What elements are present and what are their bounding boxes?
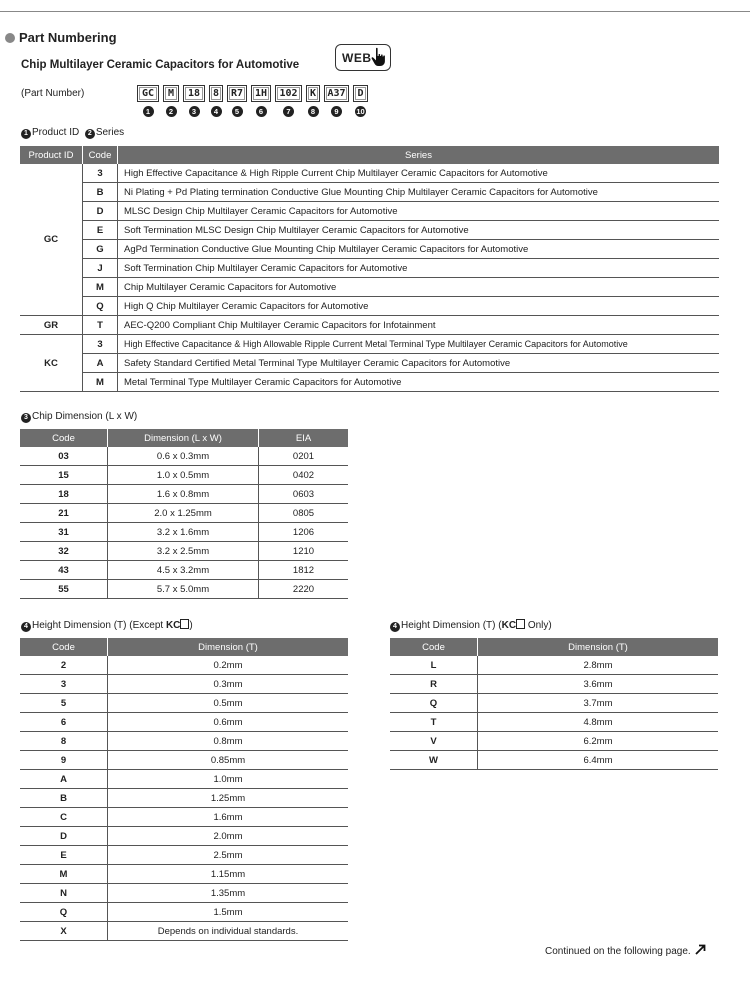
code-cell: 03 — [20, 447, 108, 466]
series-cell: AgPd Termination Conductive Glue Mounting Chip Multilayer Ceramic Capacitors for Automotive — [118, 240, 720, 259]
code-cell: 6 — [20, 713, 108, 732]
table-row — [20, 202, 719, 221]
code-cell: Q — [20, 903, 108, 922]
height-label-post: ) — [189, 620, 193, 631]
value-cell: 2.8mm — [478, 656, 719, 675]
index-badge: 1 — [21, 129, 31, 139]
part-number-index-badge: 3 — [189, 106, 200, 117]
code-cell: C — [20, 808, 108, 827]
value-cell: 1812 — [259, 561, 349, 580]
part-number-box: 102 — [275, 85, 302, 102]
series-cell: Metal Terminal Type Multilayer Ceramic Capacitors for Automotive — [118, 373, 720, 392]
table-row — [20, 542, 348, 561]
value-cell: 2.0mm — [108, 827, 349, 846]
column-header: Code — [83, 146, 118, 164]
part-number-box: D — [353, 85, 368, 102]
column-header: Series — [118, 146, 720, 164]
part-number-index-badge: 1 — [143, 106, 154, 117]
series-cell: High Q Chip Multilayer Ceramic Capacitors for Automotive — [118, 297, 720, 316]
series-cell: High Effective Capacitance & High Ripple Current Chip Multilayer Ceramic Capacitors for Automotive — [118, 164, 720, 183]
value-cell: 3.2 x 1.6mm — [108, 523, 259, 542]
code-cell: 21 — [20, 504, 108, 523]
code-cell: E — [20, 846, 108, 865]
table-row — [20, 466, 348, 485]
table-row — [20, 221, 719, 240]
column-header: Code — [20, 429, 108, 447]
column-header: EIA — [259, 429, 349, 447]
table-row — [390, 656, 718, 675]
part-number-box: GC — [137, 85, 159, 102]
value-cell: Depends on individual standards. — [108, 922, 349, 941]
code-cell: 3 — [83, 335, 118, 354]
value-cell: 1.25mm — [108, 789, 349, 808]
table-row — [390, 694, 718, 713]
value-cell: 6.2mm — [478, 732, 719, 751]
value-cell: 5.7 x 5.0mm — [108, 580, 259, 599]
value-cell: 6.4mm — [478, 751, 719, 770]
bullet-icon — [5, 33, 15, 43]
code-cell: V — [390, 732, 478, 751]
part-number-box: A37 — [324, 85, 349, 102]
table-row — [20, 485, 348, 504]
height-section-label-kc-only — [390, 619, 552, 632]
part-number-label: (Part Number) — [21, 88, 85, 99]
value-cell: 3.2 x 2.5mm — [108, 542, 259, 561]
table-row — [20, 846, 348, 865]
part-number-index-badge: 2 — [166, 106, 177, 117]
part-number-box: 18 — [183, 85, 205, 102]
table-row — [20, 732, 348, 751]
code-cell: W — [390, 751, 478, 770]
value-cell: 1.0 x 0.5mm — [108, 466, 259, 485]
part-number-index-badge: 5 — [232, 106, 243, 117]
column-header: Code — [390, 638, 478, 656]
product-id-cell: KC — [20, 335, 83, 392]
value-cell: 0.85mm — [108, 751, 349, 770]
table-row — [20, 675, 348, 694]
height-label-bold: KC — [165, 620, 181, 631]
part-number-index-badge: 8 — [308, 106, 319, 117]
code-cell: 31 — [20, 523, 108, 542]
table-row — [20, 789, 348, 808]
table-row — [20, 656, 348, 675]
value-cell: 1.0mm — [108, 770, 349, 789]
code-cell: A — [20, 770, 108, 789]
part-number-index-badge: 9 — [331, 106, 342, 117]
product-id-label: Product ID — [32, 127, 80, 138]
code-cell: G — [83, 240, 118, 259]
index-badge: 4 — [21, 622, 31, 632]
table-row — [20, 259, 719, 278]
table-row — [20, 504, 348, 523]
column-header: Dimension (T) — [108, 638, 349, 656]
part-number-box: 8 — [209, 85, 223, 102]
table-row — [20, 561, 348, 580]
code-cell: 8 — [20, 732, 108, 751]
part-number-index-badge: 10 — [356, 107, 365, 116]
value-cell: 3.6mm — [478, 675, 719, 694]
dimension-section-label — [21, 411, 137, 423]
table-row — [20, 316, 719, 335]
table-row — [20, 694, 348, 713]
dimension-table — [20, 429, 348, 599]
table-row — [20, 354, 719, 373]
height-label-post: Only) — [525, 620, 552, 631]
index-badge: 3 — [21, 413, 31, 423]
part-number-index-badge: 7 — [283, 106, 294, 117]
part-number-box: 1H — [251, 85, 271, 102]
product-id-cell: GR — [20, 316, 83, 335]
code-cell: 3 — [20, 675, 108, 694]
table-row — [20, 335, 719, 354]
table-row — [20, 713, 348, 732]
code-cell: 9 — [20, 751, 108, 770]
value-cell: 0402 — [259, 466, 349, 485]
value-cell: 2.0 x 1.25mm — [108, 504, 259, 523]
code-cell: L — [390, 656, 478, 675]
code-cell: T — [83, 316, 118, 335]
table-row — [20, 770, 348, 789]
code-cell: B — [20, 789, 108, 808]
code-cell: 2 — [20, 656, 108, 675]
value-cell: 1210 — [259, 542, 349, 561]
code-cell: B — [83, 183, 118, 202]
heading-text: Part Numbering — [19, 30, 117, 45]
column-header: Code — [20, 638, 108, 656]
height-table-kc-only — [390, 638, 718, 770]
code-cell: 32 — [20, 542, 108, 561]
height-label-pre: Height Dimension (T) (Except — [32, 620, 166, 631]
series-cell: Soft Termination Chip Multilayer Ceramic Capacitors for Automotive — [118, 259, 720, 278]
table-row — [20, 297, 719, 316]
code-cell: M — [20, 865, 108, 884]
column-header: Dimension (T) — [478, 638, 719, 656]
table-row — [390, 751, 718, 770]
series-cell: AEC-Q200 Compliant Chip Multilayer Ceramic Capacitors for Infotainment — [118, 316, 720, 335]
part-number-box: K — [306, 85, 320, 102]
table-row — [20, 827, 348, 846]
value-cell: 2.5mm — [108, 846, 349, 865]
product-id-cell: GC — [20, 164, 83, 316]
code-cell: M — [83, 278, 118, 297]
index-badge: 4 — [390, 622, 400, 632]
table-row — [390, 713, 718, 732]
code-cell: T — [390, 713, 478, 732]
footer-text: Continued on the following page. — [545, 946, 691, 957]
continued-footer[interactable] — [545, 944, 706, 957]
code-cell: R — [390, 675, 478, 694]
height-section-label-except-kc — [21, 619, 193, 632]
top-divider — [0, 11, 750, 12]
value-cell: 1.6mm — [108, 808, 349, 827]
code-cell: Q — [390, 694, 478, 713]
code-cell: 43 — [20, 561, 108, 580]
value-cell: 1.5mm — [108, 903, 349, 922]
value-cell: 0.6 x 0.3mm — [108, 447, 259, 466]
height-table-except-kc — [20, 638, 348, 941]
series-cell: Ni Plating + Pd Plating termination Conductive Glue Mounting Chip Multilayer Ceramic Capacitors for Automotive — [118, 183, 720, 202]
table-row — [390, 675, 718, 694]
value-cell: 0.6mm — [108, 713, 349, 732]
value-cell: 0.2mm — [108, 656, 349, 675]
web-button-label: WEB — [342, 50, 372, 65]
value-cell: 2220 — [259, 580, 349, 599]
code-cell: 55 — [20, 580, 108, 599]
column-header: Dimension (L x W) — [108, 429, 259, 447]
series-section-label — [21, 127, 124, 139]
series-cell: Safety Standard Certified Metal Terminal Type Multilayer Ceramic Capacitors for Automotive — [118, 354, 720, 373]
series-cell: MLSC Design Chip Multilayer Ceramic Capacitors for Automotive — [118, 202, 720, 221]
code-cell: 15 — [20, 466, 108, 485]
part-number-index-badge: 4 — [211, 106, 222, 117]
index-badge: 2 — [85, 129, 95, 139]
column-header: Product ID — [20, 146, 83, 164]
section-heading — [5, 30, 117, 45]
height-label-bold: KC — [501, 620, 517, 631]
arrow-up-right-icon — [695, 944, 706, 955]
code-cell: 5 — [20, 694, 108, 713]
value-cell: 0805 — [259, 504, 349, 523]
series-cell: Chip Multilayer Ceramic Capacitors for Automotive — [118, 278, 720, 297]
value-cell: 1.6 x 0.8mm — [108, 485, 259, 504]
code-cell: A — [83, 354, 118, 373]
web-button[interactable] — [335, 44, 391, 71]
value-cell: 4.5 x 3.2mm — [108, 561, 259, 580]
table-row — [20, 447, 348, 466]
value-cell: 0.3mm — [108, 675, 349, 694]
table-row — [20, 240, 719, 259]
value-cell: 1.35mm — [108, 884, 349, 903]
code-cell: M — [83, 373, 118, 392]
code-cell: D — [83, 202, 118, 221]
code-cell: N — [20, 884, 108, 903]
table-row — [20, 751, 348, 770]
checkbox-square-icon — [516, 619, 525, 629]
code-cell: Q — [83, 297, 118, 316]
table-row — [20, 903, 348, 922]
part-number-box: M — [163, 85, 179, 102]
value-cell: 0.5mm — [108, 694, 349, 713]
table-row — [20, 580, 348, 599]
value-cell: 0201 — [259, 447, 349, 466]
value-cell: 0603 — [259, 485, 349, 504]
pointing-hand-icon — [370, 47, 388, 67]
series-cell: Soft Termination MLSC Design Chip Multilayer Ceramic Capacitors for Automotive — [118, 221, 720, 240]
value-cell: 3.7mm — [478, 694, 719, 713]
series-table — [20, 146, 719, 392]
table-row — [20, 278, 719, 297]
table-row — [20, 164, 719, 183]
table-row — [390, 732, 718, 751]
code-cell: 3 — [83, 164, 118, 183]
value-cell: 1.15mm — [108, 865, 349, 884]
code-cell: D — [20, 827, 108, 846]
code-cell: X — [20, 922, 108, 941]
table-row — [20, 373, 719, 392]
code-cell: E — [83, 221, 118, 240]
series-label: Series — [95, 127, 125, 138]
table-row — [20, 884, 348, 903]
code-cell: J — [83, 259, 118, 278]
part-number-boxes — [137, 85, 372, 102]
dimension-label: Chip Dimension (L x W) — [32, 411, 138, 422]
series-cell: High Effective Capacitance & High Allowable Ripple Current Metal Terminal Type Multilayer Ceramic Capacitors for Automotive — [118, 335, 720, 354]
table-row — [20, 523, 348, 542]
value-cell: 4.8mm — [478, 713, 719, 732]
table-row — [20, 183, 719, 202]
page-subtitle: Chip Multilayer Ceramic Capacitors for Automotive — [21, 59, 300, 71]
table-row — [20, 865, 348, 884]
value-cell: 1206 — [259, 523, 349, 542]
table-row — [20, 808, 348, 827]
table-row — [20, 922, 348, 941]
value-cell: 0.8mm — [108, 732, 349, 751]
code-cell: 18 — [20, 485, 108, 504]
part-number-index-badge: 6 — [256, 106, 267, 117]
height-label-pre: Height Dimension (T) ( — [401, 620, 502, 631]
part-number-box: R7 — [227, 85, 247, 102]
